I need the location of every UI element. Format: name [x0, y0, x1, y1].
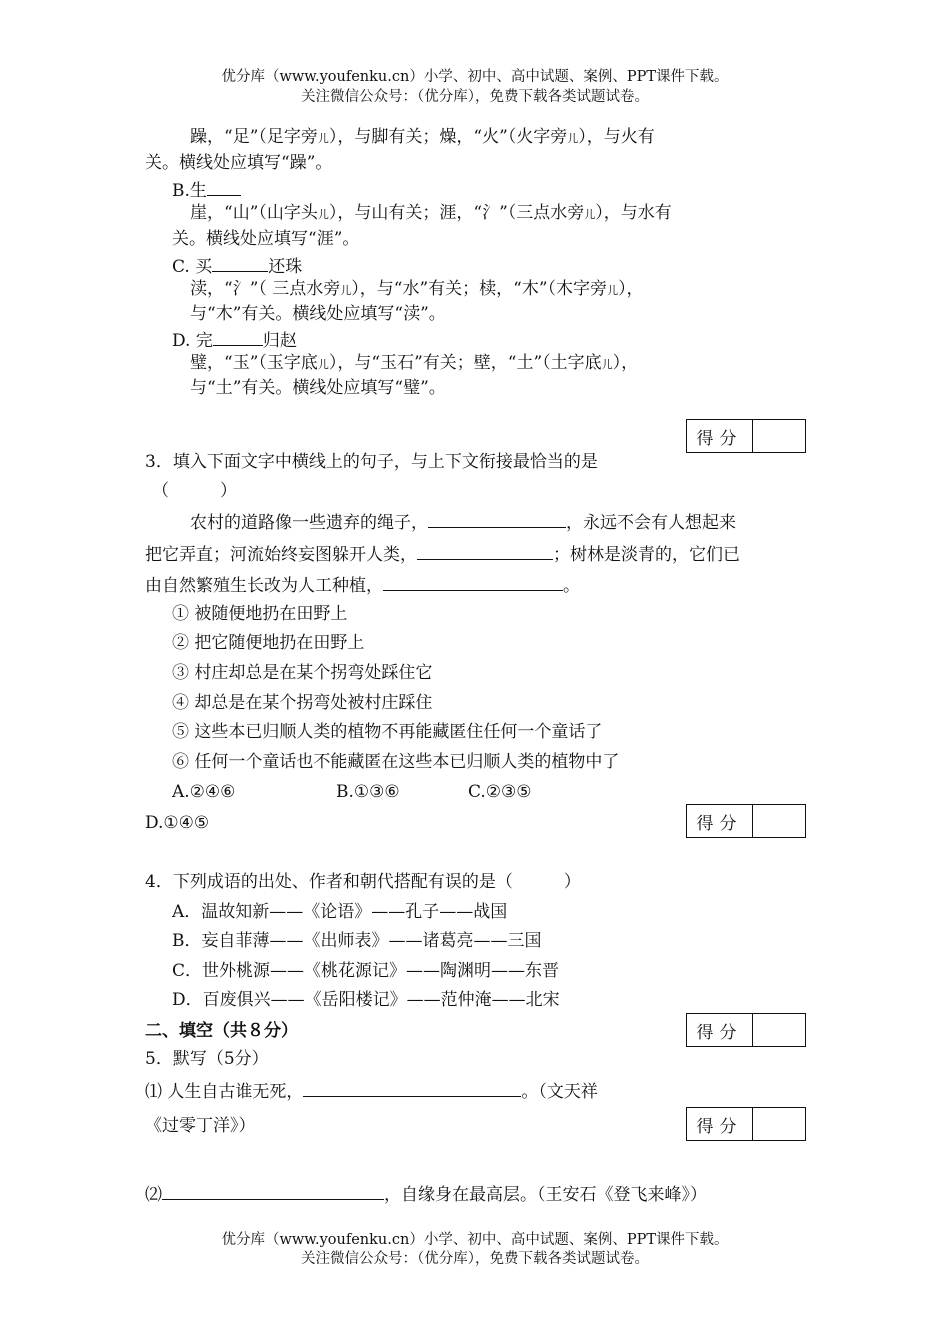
q3-passage-line2: 把它弄直；河流始终妄图躲开人类， ；树林是淡青的，它们已: [145, 542, 740, 566]
score-label: 得分: [687, 1108, 753, 1140]
answer-blank: [428, 510, 566, 528]
q3-option: ① 被随便地扔在田野上: [172, 604, 348, 624]
answer-blank: [213, 328, 263, 346]
q3-choice-b: B.①③⑥: [336, 782, 400, 802]
score-box: [686, 1107, 806, 1141]
score-label: 得分: [687, 1014, 753, 1046]
q3-choice-d: D.①④⑤: [145, 813, 210, 833]
q2-option-b-explanation-line2: 关。横线处应填写“涯”。: [172, 229, 360, 249]
q3-stem: 3．填入下面文字中横线上的句子，与上下文衔接最恰当的是: [145, 452, 598, 472]
q3-passage-line3: 由自然繁殖生长改为人工种植， 。: [145, 573, 580, 597]
q5-item2: ⑵ ，自缘身在最高层。（王安石《登飞来峰》）: [145, 1182, 707, 1206]
answer-blank: [162, 1182, 384, 1200]
page-footer-line2: 关注微信公众号：（优分库），免费下载各类试题试卷。: [301, 1251, 649, 1267]
q2-option-a-explanation-line1: 躁，“足”（足字旁儿），与脚有关；燥，“火”（火字旁儿），与火有: [190, 127, 655, 147]
score-value-cell: [753, 805, 805, 837]
q5-item1: ⑴ 人生自古谁无死， 。（文天祥: [145, 1079, 598, 1103]
q4-option: A．温故知新——《论语》——孔子——战国: [172, 902, 508, 922]
q2-option-b-explanation-line1: 崖，“山”（山字头儿），与山有关；涯，“氵”（三点水旁儿），与水有: [190, 203, 672, 223]
score-box: [686, 804, 806, 838]
q3-option: ⑥ 任何一个童话也不能藏匿在这些本已归顺人类的植物中了: [172, 752, 620, 772]
score-value-cell: [753, 1108, 805, 1140]
score-label: 得分: [687, 420, 753, 452]
q2-option-c-explanation-line2: 与“木”有关。横线处应填写“渎”。: [190, 304, 446, 324]
q2-option-c-explanation-line1: 渎，“氵”（ 三点水旁儿），与“水”有关；椟，“木”（木字旁儿），: [190, 279, 644, 299]
q2-option-d: D. 完 归赵: [172, 328, 297, 352]
score-value-cell: [753, 1014, 805, 1046]
q2-option-b: B.生: [172, 178, 241, 202]
page-header-line1: 优分库（www.youfenku.cn）小学、初中、高中试题、案例、PPT课件下载。: [221, 69, 729, 85]
page-footer-line1: 优分库（www.youfenku.cn）小学、初中、高中试题、案例、PPT课件下载。: [221, 1232, 729, 1248]
q2-option-a-explanation-line2: 关。横线处应填写“躁”。: [145, 153, 333, 173]
score-value-cell: [753, 420, 805, 452]
score-box: [686, 419, 806, 453]
q3-option: ② 把它随便地扔在田野上: [172, 633, 365, 653]
q3-passage-line1: 农村的道路像一些遗弃的绳子， ，永远不会有人想起来: [190, 510, 736, 534]
q4-option: D．百废俱兴——《岳阳楼记》——范仲淹——北宋: [172, 990, 560, 1010]
answer-blank: [383, 573, 563, 591]
q4-option: C．世外桃源——《桃花源记》——陶渊明——东晋: [172, 961, 560, 981]
answer-blank: [207, 178, 241, 196]
q3-choice-a: A.②④⑥: [172, 782, 236, 802]
section-title: 二、填空（共８分）: [145, 1021, 298, 1041]
q2-option-d-explanation-line1: 璧，“玉”（玉字底儿），与“玉石”有关；壁，“土”（土字底儿），: [190, 353, 639, 373]
score-label: 得分: [687, 805, 753, 837]
answer-blank: [303, 1079, 521, 1097]
q3-choice-c: C.②③⑤: [468, 782, 532, 802]
q2-option-d-explanation-line2: 与“土”有关。横线处应填写“璧”。: [190, 378, 446, 398]
page-header-line2: 关注微信公众号：（优分库），免费下载各类试题试卷。: [301, 89, 649, 105]
q3-answer-paren: （ ）: [152, 481, 237, 501]
q4-option: B．妄自菲薄——《出师表》——诸葛亮——三国: [172, 931, 542, 951]
answer-blank: [417, 542, 553, 560]
q3-option: ④ 却总是在某个拐弯处被村庄踩住: [172, 693, 433, 713]
q3-option: ③ 村庄却总是在某个拐弯处踩住它: [172, 663, 433, 683]
q4-stem: 4．下列成语的出处、作者和朝代搭配有误的是（ ）: [145, 872, 581, 892]
answer-blank: [212, 254, 268, 272]
q5-stem: 5．默写（5分）: [145, 1049, 269, 1069]
q2-option-c: C. 买 还珠: [172, 254, 302, 278]
q5-item1-source: 《过零丁洋》）: [145, 1116, 256, 1136]
score-box: [686, 1013, 806, 1047]
q3-option: ⑤ 这些本已归顺人类的植物不再能藏匿住任何一个童话了: [172, 722, 603, 742]
